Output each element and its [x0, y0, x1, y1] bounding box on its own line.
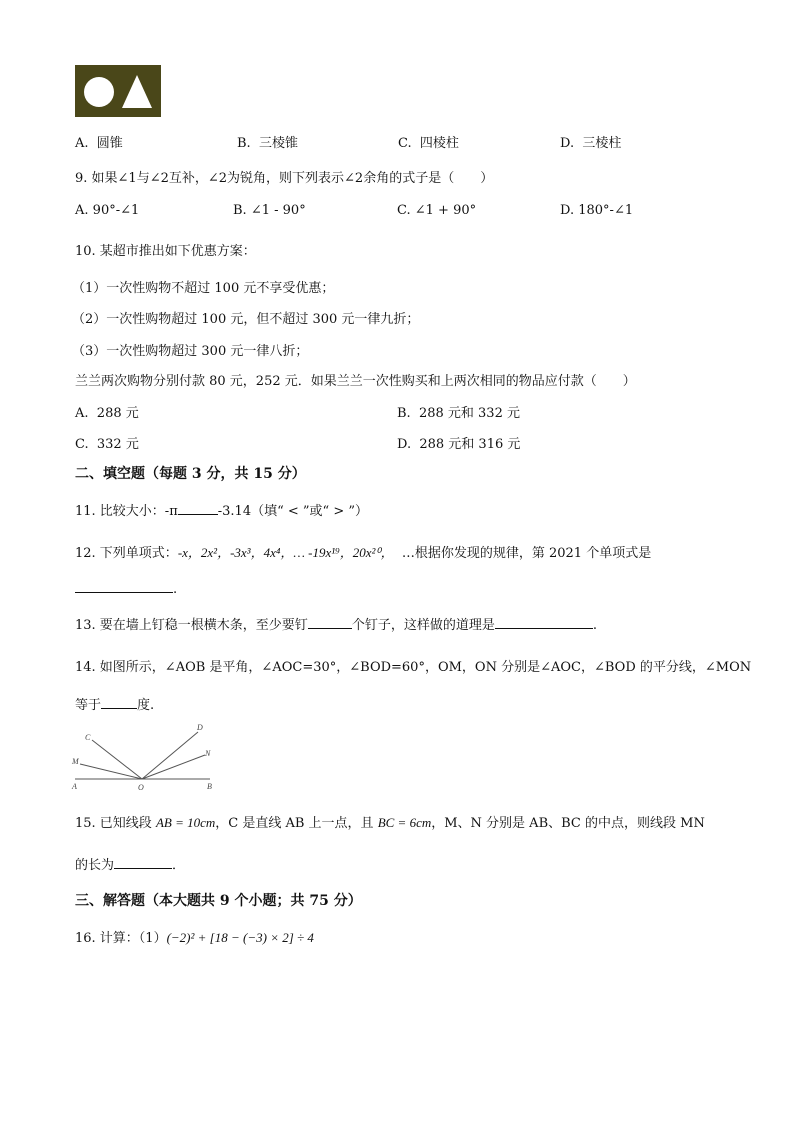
- q9-option-a: A. 90°-∠1: [75, 203, 140, 218]
- q10-option-b: B. 288 元和 332 元: [397, 406, 520, 421]
- q13: 13. 要在墙上钉稳一根横木条，至少要钉 个钉子，这样做的道理是 .: [75, 618, 597, 633]
- q8-figure: [75, 65, 161, 117]
- q15-line-1: 15. 已知线段 AB = 10cm，C 是直线 AB 上一点，且 BC = 6cm，M、N 分别是 AB、BC 的中点，则线段 MN: [75, 815, 705, 831]
- q8-option-a: A. 圆锥: [75, 136, 123, 151]
- q15-line-2: 的长为 ．: [75, 858, 186, 873]
- q14-angle-figure: [70, 722, 220, 794]
- label-m: M: [72, 757, 79, 766]
- section-3-title: 三、解答题（本大题共 9 个小题；共 75 分）: [75, 893, 362, 909]
- q14-line-1: 14. 如图所示，∠AOB 是平角，∠AOC=30°，∠BOD=60°，OM，ON 分别是∠AOC，∠BOD 的平分线，∠MON: [75, 660, 752, 675]
- q14-blank[interactable]: [101, 696, 137, 709]
- q9-stem: 9. 如果∠1与∠2互补，∠2为锐角，则下列表示∠2余角的式子是（ ）: [75, 171, 494, 186]
- q10-rule-1: （1）一次性购物不超过 100 元不享受优惠；: [72, 281, 335, 296]
- q8-option-c: C. 四棱柱: [398, 136, 459, 151]
- q11: 11. 比较大小：-π -3.14（填“ < ”或“ > ”）: [75, 504, 368, 519]
- q10-rule-2: （2）一次性购物超过 100 元，但不超过 300 元一律九折；: [72, 312, 420, 327]
- q13-blank-1[interactable]: [308, 616, 352, 629]
- q10-stem: 10. 某超市推出如下优惠方案：: [75, 244, 256, 259]
- label-o: O: [138, 783, 144, 792]
- q10-option-c: C. 332 元: [75, 437, 139, 452]
- q12-answer-line: .: [75, 580, 177, 597]
- q10-question: 兰兰两次购物分别付款 80 元，252 元．如果兰兰一次性购买和上两次相同的物品应付款（ ）: [75, 374, 636, 389]
- q15-blank[interactable]: [114, 856, 172, 869]
- label-n: N: [205, 749, 211, 758]
- circle-triangle-icon: [75, 65, 161, 117]
- label-c: C: [85, 733, 91, 742]
- q14-line-2: 等于 度.: [75, 698, 155, 713]
- label-b: B: [207, 782, 212, 791]
- q12: 12. 下列单项式：-x，2x²，-3x³，4x⁴，… -19x¹⁹，20x²⁰， …根据你发现的规律，第 2021 个单项式是: [75, 545, 652, 561]
- q11-blank[interactable]: [178, 502, 218, 515]
- q16: 16. 计算：（1）(−2)² + [18 − (−3) × 2] ÷ 4: [75, 930, 314, 946]
- q8-option-b: B. 三棱锥: [237, 136, 298, 151]
- q10-option-d: D. 288 元和 316 元: [397, 437, 521, 452]
- q12-blank[interactable]: [75, 580, 173, 593]
- q8-option-d: D. 三棱柱: [560, 136, 622, 151]
- label-d: D: [197, 723, 203, 732]
- section-2-title: 二、填空题（每题 3 分，共 15 分）: [75, 466, 306, 482]
- q10-rule-3: （3）一次性购物超过 300 元一律八折；: [72, 344, 309, 359]
- label-a: A: [72, 782, 77, 791]
- q9-option-b: B. ∠1 - 90°: [233, 203, 306, 218]
- q13-blank-2[interactable]: [495, 616, 593, 629]
- q10-option-a: A. 288 元: [75, 406, 139, 421]
- q9-option-d: D. 180°-∠1: [560, 203, 634, 218]
- q9-option-c: C. ∠1 + 90°: [397, 203, 477, 218]
